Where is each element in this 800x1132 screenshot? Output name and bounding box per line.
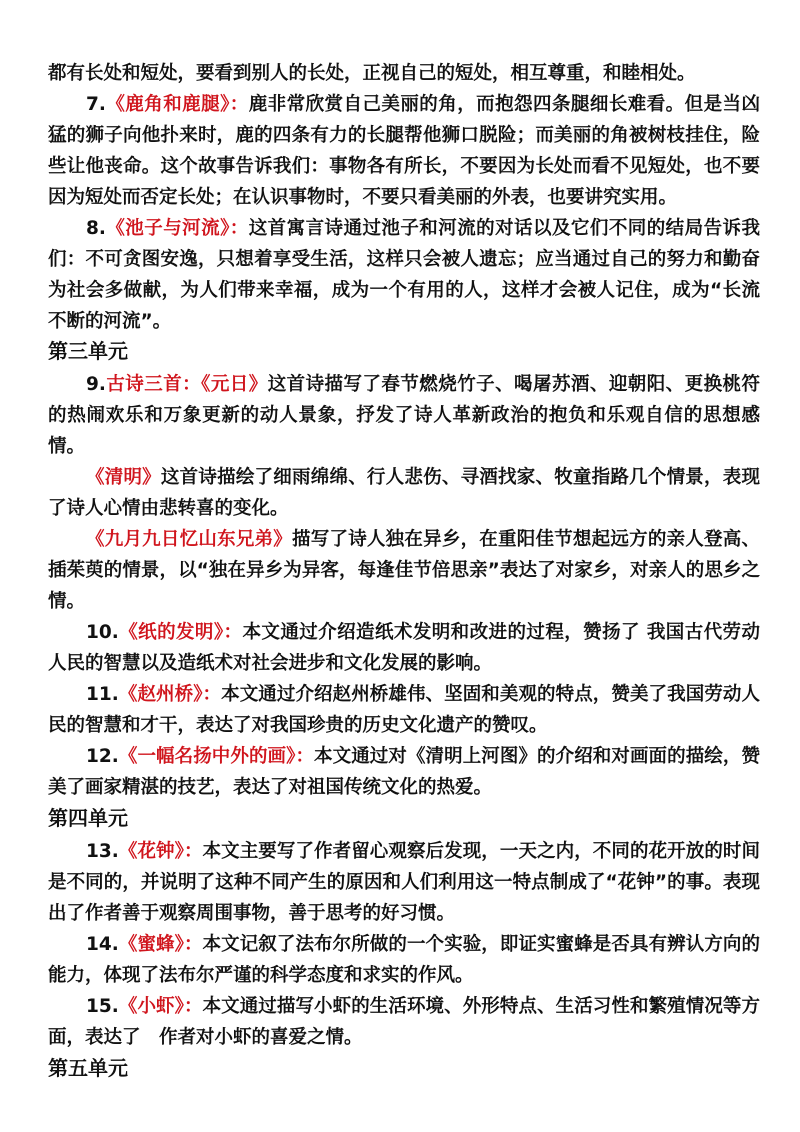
paragraph-9 xyxy=(48,369,760,462)
paragraph-text: 本文主要写了作者留心观察后发现，一天之内，不同的花开放的时间是不同的，并说明了这种不同产生的原因和人们利用这一特点制成了“花钟”的事。表现出了作者善于观察周围事物，善于思考的好习惯。 xyxy=(48,841,760,924)
item-number: 10. xyxy=(86,622,119,643)
lesson-title: 《鹿角和鹿腿》： xyxy=(105,94,249,115)
poem-title: 《九月九日忆山东兄弟》 xyxy=(86,529,293,550)
paragraph-text: 描写了诗人独在异乡，在重阳佳节想起远方的亲人登高、插茱萸的情景，以“独在异乡为异客，每逢佳节倍思亲”表达了对家乡，对亲人的思乡之情。 xyxy=(48,529,760,612)
paragraph-text: 鹿非常欣赏自己美丽的角，而抱怨四条腿细长难看。但是当凶猛的狮子向他扑来时，鹿的四条有力的长腿帮他狮口脱险；而美丽的角被树枝挂住，险些让他丧命。这个故事告诉我们：事物各有所长，不要因为长处而看不见短处，也不要因为短处而否定长处；在认识事物时，不要只看美丽的外表，也要讲究实用。 xyxy=(48,94,760,208)
lesson-title: 《池子与河流》： xyxy=(105,218,249,239)
lesson-title: 古诗三首：《元日》 xyxy=(105,374,268,395)
item-number: 12. xyxy=(86,746,119,767)
lesson-title: 《小虾》： xyxy=(118,996,203,1017)
paragraph-12 xyxy=(48,741,760,803)
lesson-title: 《蜜蜂》： xyxy=(118,934,203,955)
lesson-title: 《纸的发明》： xyxy=(118,622,243,643)
lesson-title: 《花钟》： xyxy=(118,841,203,862)
paragraph-10 xyxy=(48,617,760,679)
paragraph-text: 这首诗描写了春节燃烧竹子、喝屠苏酒、迎朝阳、更换桃符的热闹欢乐和万象更新的动人景象，抒发了诗人革新政治的抱负和乐观自信的思想感情。 xyxy=(48,374,760,457)
item-number: 14. xyxy=(86,934,119,955)
lesson-title: 《赵州桥》： xyxy=(118,684,222,705)
paragraph-text: 本文记叙了法布尔所做的一个实验，即证实蜜蜂是否具有辨认方向的能力，体现了法布尔严谨的科学态度和求实的作风。 xyxy=(48,934,760,986)
item-number: 9. xyxy=(86,374,106,395)
paragraph-8 xyxy=(48,213,760,337)
paragraph-13 xyxy=(48,836,760,929)
lesson-title: 《一幅名扬中外的画》： xyxy=(118,746,315,767)
item-number: 11. xyxy=(86,684,119,705)
paragraph-intro xyxy=(48,58,760,89)
paragraph-15 xyxy=(48,991,760,1053)
paragraph-9c xyxy=(48,524,760,617)
item-number: 8. xyxy=(86,218,106,239)
item-number: 13. xyxy=(86,841,119,862)
paragraph-11 xyxy=(48,679,760,741)
item-number: 15. xyxy=(86,996,119,1017)
paragraph-text: 本文通过描写小虾的生活环境、外形特点、生活习性和繁殖情况等方面，表达了 作者对小虾的喜爱之情。 xyxy=(48,996,760,1048)
paragraph-9b xyxy=(48,462,760,524)
unit-heading-4: 第四单元 xyxy=(48,806,128,830)
paragraph-7 xyxy=(48,89,760,213)
paragraph-14 xyxy=(48,929,760,991)
paragraph-text: 这首寓言诗通过池子和河流的对话以及它们不同的结局告诉我们：不可贪图安逸，只想着享受生活，这样只会被人遗忘；应当通过自己的努力和勤奋为社会多做献，为人们带来幸福，成为一个有用的人，这样才会被人记住，成为“长流不断的河流”。 xyxy=(48,218,760,332)
unit-heading-5: 第五单元 xyxy=(48,1056,128,1080)
item-number: 7. xyxy=(86,94,106,115)
paragraph-text: 本文通过介绍造纸术发明和改进的过程，赞扬了 我国古代劳动人民的智慧以及造纸术对社会进步和文化发展的影响。 xyxy=(48,622,760,674)
paragraph-text: 本文通过介绍赵州桥雄伟、坚固和美观的特点，赞美了我国劳动人民的智慧和才干，表达了对我国珍贵的历史文化遗产的赞叹。 xyxy=(48,684,760,736)
paragraph-text: 这首诗描绘了细雨绵绵、行人悲伤、寻酒找家、牧童指路几个情景，表现了诗人心情由悲转喜的变化。 xyxy=(48,467,760,519)
poem-title: 《清明》 xyxy=(86,467,161,488)
paragraph-text: 都有长处和短处，要看到别人的长处，正视自己的短处，相互尊重，和睦相处。 xyxy=(48,63,696,84)
paragraph-text: 本文通过对《清明上河图》的介绍和对画面的描绘，赞美了画家精湛的技艺，表达了对祖国传统文化的热爱。 xyxy=(48,746,760,798)
unit-heading-3: 第三单元 xyxy=(48,339,128,363)
